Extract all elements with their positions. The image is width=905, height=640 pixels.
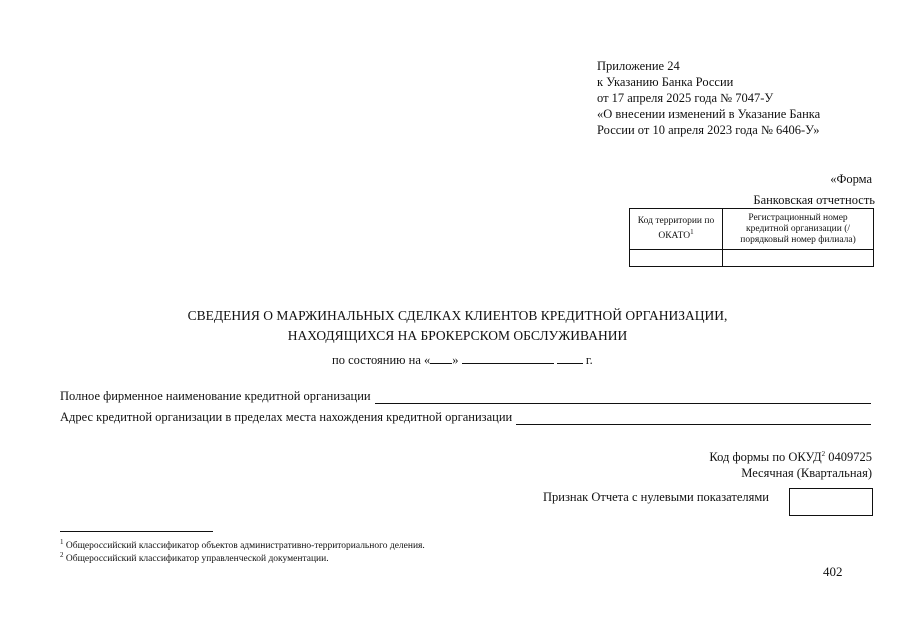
report-title-line2: НАХОДЯЩИХСЯ НА БРОКЕРСКОМ ОБСЛУЖИВАНИИ: [287, 328, 628, 343]
codes-table: [629, 208, 874, 267]
reg-number-value-cell[interactable]: [723, 250, 874, 267]
appendix-line: от 17 апреля 2025 года № 7047-У: [597, 91, 774, 105]
zero-indicator-box[interactable]: [789, 488, 873, 516]
address-field[interactable]: [516, 412, 871, 425]
reg-number-header: Регистрационный номер кредитной организации (/ порядковый номер филиала): [723, 209, 874, 250]
appendix-line: «О внесении изменений в Указание Банка: [597, 107, 821, 121]
full-name-row: [60, 389, 871, 404]
form-label: «Форма: [830, 172, 872, 186]
okud-label: Код формы по ОКУД: [709, 450, 822, 465]
full-name-label: Полное фирменное наименование кредитной организации: [60, 389, 371, 403]
month-field[interactable]: [462, 351, 554, 364]
as-of-date: по состоянию на « » г.: [332, 353, 593, 367]
footnote-divider: [60, 531, 213, 532]
report-title-line1: СВЕДЕНИЯ О МАРЖИНАЛЬНЫХ СДЕЛКАХ КЛИЕНТОВ КРЕДИТНОЙ ОРГАНИЗАЦИИ,: [187, 308, 728, 323]
footnote-1: $^1$ Общероссийский классификатор объектов административно-территориального деления.: [60, 538, 425, 552]
bank-reporting-label: Банковская отчетность: [753, 193, 875, 207]
appendix-line: к Указанию Банка России: [597, 75, 734, 89]
page-number: 402: [823, 564, 843, 579]
zero-indicator-label: Признак Отчета с нулевыми показателями: [543, 490, 769, 504]
footnote-2: $^2$ Общероссийский классификатор управленческой документации.: [60, 551, 329, 565]
report-period: Месячная (Квартальная): [741, 466, 872, 481]
full-name-field[interactable]: [375, 391, 871, 404]
address-label: Адрес кредитной организации в пределах места нахождения кредитной организации: [60, 410, 513, 424]
appendix-line: России от 10 апреля 2023 года № 6406-У»: [597, 123, 820, 137]
day-field[interactable]: [430, 351, 452, 364]
address-row: [60, 410, 871, 425]
okud-block: Код формы по ОКУД$^2$ 0409725 Месячная (Квартальная): [709, 450, 872, 481]
year-field[interactable]: [557, 351, 583, 364]
okud-code: 0409725: [828, 450, 872, 465]
appendix-header: [597, 58, 820, 138]
appendix-line: Приложение 24: [597, 59, 680, 73]
okato-header: Код территории по ОКАТО$^1$: [630, 209, 723, 250]
okato-value-cell[interactable]: [630, 250, 723, 267]
